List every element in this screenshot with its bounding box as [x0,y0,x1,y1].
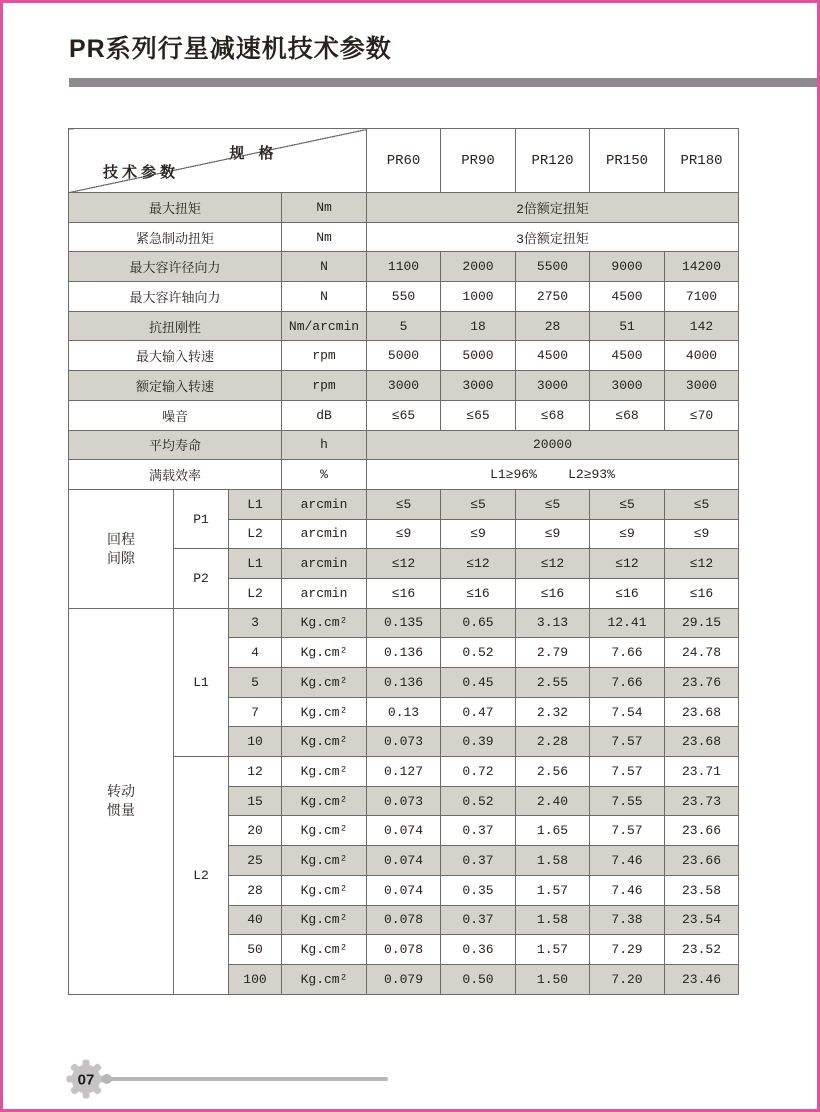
backlash-unit: arcmin [282,578,367,608]
label-line: 回程 [107,530,135,547]
inertia-value: 23.66 [665,846,739,876]
param-value: 1000 [441,282,516,312]
inertia-value: 0.136 [367,638,441,668]
param-value: 3000 [590,371,665,401]
header-row [69,129,739,193]
inertia-ratio: 25 [229,846,282,876]
inertia-value: 7.66 [590,638,665,668]
inertia-value: 23.68 [665,697,739,727]
inertia-value: 0.127 [367,757,441,787]
param-unit: rpm [282,341,367,371]
inertia-value: 2.55 [516,668,590,698]
param-value: 1100 [367,252,441,282]
inertia-value: 2.56 [516,757,590,787]
param-unit: dB [282,400,367,430]
diagonal-corner-cell [69,129,367,193]
inertia-value: 1.50 [516,964,590,994]
inertia-unit: Kg.cm² [282,668,367,698]
inertia-value: 0.074 [367,846,441,876]
page-title: PR系列行星减速机技术参数 [69,35,392,63]
backlash-grade-label: P2 [174,549,229,608]
inertia-value: 0.37 [441,846,516,876]
spec-table [68,128,739,995]
param-unit: rpm [282,371,367,401]
column-header-pr120: PR120 [516,129,590,193]
inertia-unit: Kg.cm² [282,638,367,668]
backlash-unit: arcmin [282,489,367,519]
param-value: ≤68 [516,400,590,430]
inertia-value: 23.68 [665,727,739,757]
backlash-value: ≤12 [441,549,516,579]
inertia-ratio: 7 [229,697,282,727]
param-unit: N [282,252,367,282]
param-label: 紧急制动扭矩 [69,222,282,252]
param-row [69,341,739,371]
inertia-value: 0.36 [441,935,516,965]
backlash-grade-label: P1 [174,489,229,548]
backlash-value: ≤5 [367,489,441,519]
param-merged-value: L1≥96% L2≥93% [367,460,739,490]
inertia-unit: Kg.cm² [282,935,367,965]
inertia-value: 2.79 [516,638,590,668]
backlash-stage-label: L1 [229,489,282,519]
param-row [69,371,739,401]
inertia-value: 0.074 [367,816,441,846]
inertia-unit: Kg.cm² [282,905,367,935]
param-value: ≤65 [367,400,441,430]
backlash-value: ≤16 [367,578,441,608]
backlash-value: ≤16 [665,578,739,608]
backlash-value: ≤16 [516,578,590,608]
inertia-value: 0.074 [367,875,441,905]
param-value: 28 [516,311,590,341]
inertia-value: 0.47 [441,697,516,727]
inertia-value: 23.52 [665,935,739,965]
inertia-value: 0.50 [441,964,516,994]
inertia-unit: Kg.cm² [282,697,367,727]
gear-page-number-icon [66,1059,106,1099]
inertia-value: 0.37 [441,816,516,846]
param-value: 3000 [665,371,739,401]
param-value: 51 [590,311,665,341]
inertia-value: 0.37 [441,905,516,935]
inertia-value: 0.078 [367,935,441,965]
param-unit: h [282,430,367,460]
backlash-unit: arcmin [282,519,367,549]
param-value: 4000 [665,341,739,371]
inertia-unit: Kg.cm² [282,964,367,994]
inertia-section-label [69,608,174,994]
param-row [69,311,739,341]
inertia-value: 0.45 [441,668,516,698]
inertia-value: 7.20 [590,964,665,994]
inertia-value: 23.58 [665,875,739,905]
param-value: 4500 [516,341,590,371]
inertia-value: 0.35 [441,875,516,905]
param-value: 3000 [516,371,590,401]
inertia-value: 3.13 [516,608,590,638]
backlash-value: ≤12 [516,549,590,579]
inertia-value: 23.73 [665,786,739,816]
inertia-ratio: 50 [229,935,282,965]
param-value: 14200 [665,252,739,282]
backlash-value: ≤12 [367,549,441,579]
param-value: 2000 [441,252,516,282]
backlash-value: ≤16 [590,578,665,608]
inertia-value: 7.55 [590,786,665,816]
backlash-value: ≤9 [516,519,590,549]
inertia-value: 2.28 [516,727,590,757]
inertia-value: 23.76 [665,668,739,698]
param-merged-value: 20000 [367,430,739,460]
param-row [69,460,739,490]
inertia-value: 0.52 [441,786,516,816]
backlash-value: ≤5 [665,489,739,519]
param-merged-value: 2倍额定扭矩 [367,193,739,223]
inertia-value: 1.58 [516,905,590,935]
inertia-value: 0.65 [441,608,516,638]
inertia-value: 7.46 [590,875,665,905]
backlash-value: ≤5 [516,489,590,519]
inertia-value: 7.54 [590,697,665,727]
inertia-value: 7.57 [590,757,665,787]
param-value: 4500 [590,282,665,312]
corner-label-spec: 规 格 [229,145,279,162]
inertia-ratio: 10 [229,727,282,757]
inertia-value: 7.46 [590,846,665,876]
backlash-value: ≤9 [665,519,739,549]
backlash-value: ≤9 [441,519,516,549]
backlash-value: ≤12 [665,549,739,579]
corner-label-params: 技术参数 [103,164,180,181]
inertia-value: 0.52 [441,638,516,668]
inertia-value: 2.32 [516,697,590,727]
backlash-row [69,489,739,519]
param-row [69,430,739,460]
param-value: 18 [441,311,516,341]
backlash-value: ≤9 [367,519,441,549]
param-label: 平均寿命 [69,430,282,460]
param-unit: Nm [282,193,367,223]
backlash-value: ≤9 [590,519,665,549]
param-value: 9000 [590,252,665,282]
label-line: 间隙 [107,549,135,566]
param-value: 4500 [590,341,665,371]
backlash-stage-label: L2 [229,578,282,608]
inertia-value: 24.78 [665,638,739,668]
inertia-unit: Kg.cm² [282,757,367,787]
inertia-value: 0.72 [441,757,516,787]
inertia-value: 0.073 [367,786,441,816]
param-label: 额定输入转速 [69,371,282,401]
param-value: 3000 [367,371,441,401]
inertia-ratio: 40 [229,905,282,935]
param-row [69,193,739,223]
param-row [69,282,739,312]
param-value: ≤70 [665,400,739,430]
inertia-unit: Kg.cm² [282,786,367,816]
inertia-value: 1.57 [516,875,590,905]
inertia-unit: Kg.cm² [282,727,367,757]
param-value: 3000 [441,371,516,401]
table-body [69,193,739,995]
inertia-ratio: 5 [229,668,282,698]
inertia-value: 23.46 [665,964,739,994]
inertia-stage-label: L2 [174,757,229,995]
backlash-section-label [69,489,174,608]
column-header-pr60: PR60 [367,129,441,193]
backlash-stage-label: L2 [229,519,282,549]
inertia-value: 7.57 [590,816,665,846]
inertia-value: 23.54 [665,905,739,935]
inertia-ratio: 3 [229,608,282,638]
inertia-value: 0.39 [441,727,516,757]
param-row [69,252,739,282]
param-unit: Nm [282,222,367,252]
inertia-value: 0.073 [367,727,441,757]
label-line: 惯量 [107,802,135,819]
param-row [69,222,739,252]
inertia-value: 23.66 [665,816,739,846]
param-value: 550 [367,282,441,312]
inertia-ratio: 12 [229,757,282,787]
backlash-stage-label: L1 [229,549,282,579]
backlash-value: ≤5 [441,489,516,519]
param-value: 7100 [665,282,739,312]
param-label: 满载效率 [69,460,282,490]
inertia-value: 0.13 [367,697,441,727]
inertia-value: 1.65 [516,816,590,846]
inertia-value: 23.71 [665,757,739,787]
inertia-value: 12.41 [590,608,665,638]
inertia-value: 7.57 [590,727,665,757]
inertia-value: 0.079 [367,964,441,994]
column-header-pr150: PR150 [590,129,665,193]
param-value: 5000 [367,341,441,371]
param-label: 最大容许轴向力 [69,282,282,312]
backlash-value: ≤16 [441,578,516,608]
column-header-pr90: PR90 [441,129,516,193]
inertia-value: 0.135 [367,608,441,638]
inertia-ratio: 4 [229,638,282,668]
inertia-value: 7.38 [590,905,665,935]
footer-rule-line [108,1077,388,1081]
inertia-ratio: 28 [229,875,282,905]
param-value: ≤65 [441,400,516,430]
inertia-value: 1.57 [516,935,590,965]
param-value: 5000 [441,341,516,371]
inertia-value: 0.078 [367,905,441,935]
param-label: 最大输入转速 [69,341,282,371]
label-line: 转动 [107,783,135,800]
backlash-value: ≤5 [590,489,665,519]
inertia-ratio: 100 [229,964,282,994]
param-unit: Nm/arcmin [282,311,367,341]
param-label: 最大扭矩 [69,193,282,223]
inertia-value: 7.29 [590,935,665,965]
param-value: ≤68 [590,400,665,430]
inertia-unit: Kg.cm² [282,608,367,638]
param-label: 最大容许径向力 [69,252,282,282]
param-label: 抗扭刚性 [69,311,282,341]
inertia-unit: Kg.cm² [282,846,367,876]
param-value: 2750 [516,282,590,312]
inertia-row [69,608,739,638]
inertia-value: 29.15 [665,608,739,638]
inertia-stage-label: L1 [174,608,229,756]
param-unit: % [282,460,367,490]
title-underline-bar [69,78,818,87]
param-unit: N [282,282,367,312]
inertia-ratio: 15 [229,786,282,816]
inertia-unit: Kg.cm² [282,816,367,846]
inertia-value: 0.136 [367,668,441,698]
inertia-value: 1.58 [516,846,590,876]
param-value: 142 [665,311,739,341]
param-merged-value: 3倍额定扭矩 [367,222,739,252]
inertia-unit: Kg.cm² [282,875,367,905]
inertia-value: 2.40 [516,786,590,816]
inertia-value: 7.66 [590,668,665,698]
backlash-unit: arcmin [282,549,367,579]
param-value: 5500 [516,252,590,282]
param-label: 噪音 [69,400,282,430]
inertia-ratio: 20 [229,816,282,846]
page-number: 07 [77,1071,95,1089]
backlash-value: ≤12 [590,549,665,579]
param-value: 5 [367,311,441,341]
param-row [69,400,739,430]
column-header-pr180: PR180 [665,129,739,193]
